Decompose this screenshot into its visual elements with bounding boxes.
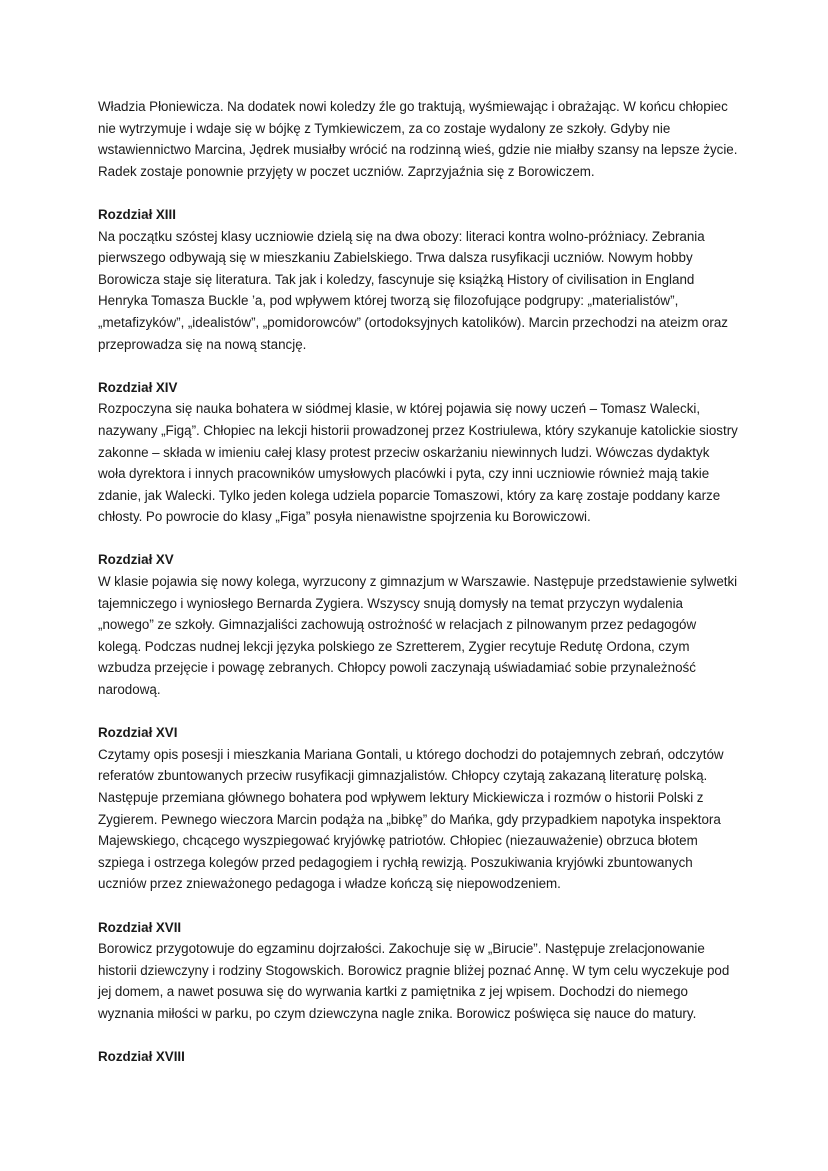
section-heading: Rozdział XVIII (98, 1049, 185, 1065)
section-16 (98, 722, 738, 895)
document-page (98, 96, 738, 1089)
section-heading: Rozdział XIII (98, 206, 176, 222)
section-13 (98, 204, 738, 355)
section-17 (98, 917, 738, 1025)
section-text: Rozpoczyna się nauka bohatera w siódmej klasie, w której pojawia się nowy uczeń – Tomasz Walecki, nazywany „Figą”. Chłopiec na lekcji historii prowadzonej przez Kostriulewa, który szykanuje katolickie siostry zakonne – składa w imieniu całej klasy protest przeciw oskarżaniu niewinnych ludzi. Wówczas dydaktyk woła dyrektora i innych pracowników umysłowych placówki i pyta, czy inni uczniowie również mają takie zdanie, jak Walecki. Tylko jeden kolega udziela poparcie Tomaszowi, który za karę zostaje poddany karze chłosty. Po powrocie do klasy „Figa” posyła nienawistne spojrzenia ku Borowiczowi. (98, 401, 738, 525)
intro-paragraph: Władzia Płoniewicza. Na dodatek nowi koledzy źle go traktują, wyśmiewając i obrażając. W końcu chłopiec nie wytrzymuje i wdaje się w bójkę z Tymkiewiczem, za co zostaje wydalony ze szkoły. Gdyby nie wstawiennictwo Marcina, Jędrek musiałby wrócić na rodzinną wieś, gdzie nie miałby szansy na lepsze życie. Radek zostaje ponownie przyjęty w poczet uczniów. Zaprzyjaźnia się z Borowiczem. (98, 99, 738, 179)
section-heading: Rozdział XV (98, 552, 174, 568)
section-text: Na początku szóstej klasy uczniowie dzielą się na dwa obozy: literaci kontra wolno-próżniacy. Zebrania pierwszego odbywają się w mieszkaniu Zabielskiego. Trwa dalsza rusyfikacji uczniów. Nowym hobby Borowicza staje się literatura. Tak jak i koledzy, fascynuje się książką History of civilisation in England Henryka Tomasza Buckle ’a, pod wpływem której tworzą się filozofujące podgrupy: „materialistów”, „metafizyków”, „idealistów”, „pomidorowców” (ortodoksyjnych katolików). Marcin przechodzi na ateizm oraz przeprowadza się na nową stancję. (98, 228, 728, 352)
section-text: W klasie pojawia się nowy kolega, wyrzucony z gimnazjum w Warszawie. Następuje przedstawienie sylwetki tajemniczego i wyniosłego Bernarda Zygiera. Wszyscy snują domysły na temat przyczyn wydalenia „nowego” ze szkoły. Gimnazjaliści zachowują ostrożność w relacjach z pilnowanym przez pedagogów kolegą. Podczas nudnej lekcji języka polskiego ze Szretterem, Zygier recytuje Redutę Ordona, czym wzbudza przejęcie i powagę zebranych. Chłopcy powoli zaczynają uświadamiać sobie przynależność narodową. (98, 574, 738, 698)
section-text: Czytamy opis posesji i mieszkania Mariana Gontali, u którego dochodzi do potajemnych zebrań, odczytów referatów zbuntowanych przeciw rusyfikacji gimnazjalistów. Chłopcy czytają zakazaną literaturę polską. Następuje przemiana głównego bohatera pod wpływem lektury Mickiewicza i rozmów o historii Polski z Zygierem. Pewnego wieczora Marcin podąża na „bibkę” do Mańka, gdy przypadkiem napotyka inspektora Majewskiego, chcącego wyszpiegować kryjówkę patriotów. Chłopiec (niezauważenie) obrzuca błotem szpiega i ostrzega kolegów przed pedagogiem i rychłą rewizją. Poszukiwania kryjówki zbuntowanych uczniów przez znieważonego pedagoga i władze kończą się niepowodzeniem. (98, 746, 724, 892)
section-15 (98, 549, 738, 700)
section-heading: Rozdział XVI (98, 725, 178, 741)
section-14 (98, 377, 738, 528)
section-18 (98, 1046, 738, 1068)
section-text: Borowicz przygotowuje do egzaminu dojrzałości. Zakochuje się w „Birucie”. Następuje zrelacjonowanie historii dziewczyny i rodziny Stogowskich. Borowicz pragnie bliżej poznać Annę. W tym celu wyczekuje pod jej domem, a nawet posuwa się do wyrwania kartki z pamiętnika z jej wpisem. Dochodzi do niemego wyznania miłości w parku, po czym dziewczyna nagle znika. Borowicz poświęca się nauce do matury. (98, 941, 730, 1021)
section-heading: Rozdział XIV (98, 379, 178, 395)
section-heading: Rozdział XVII (98, 919, 182, 935)
